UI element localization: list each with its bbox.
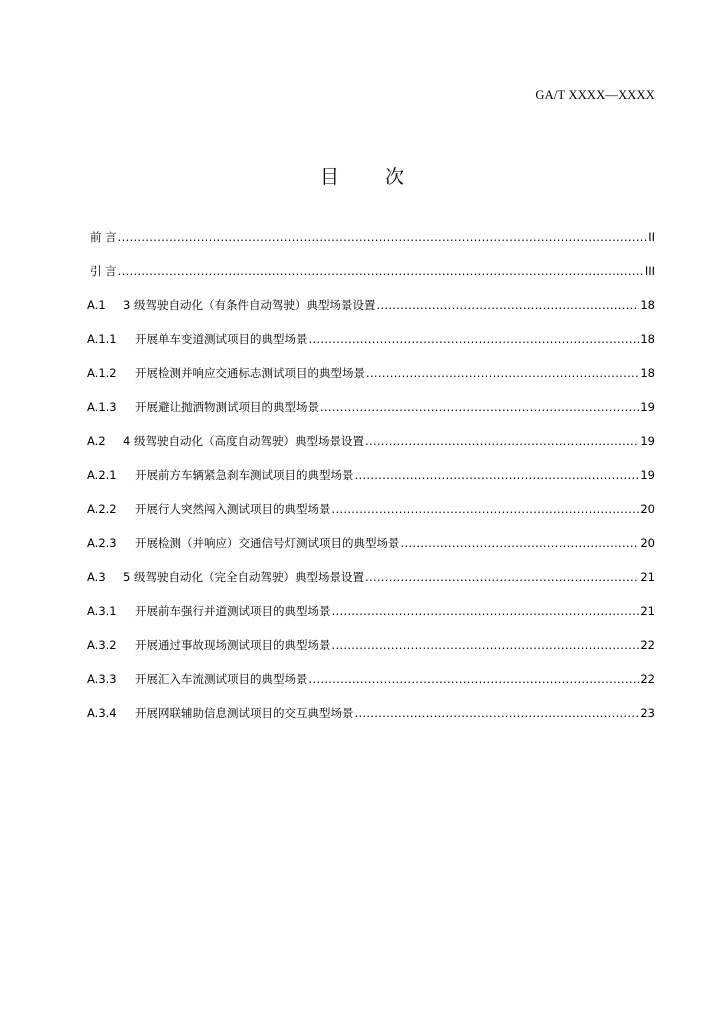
toc-entry-number: A.3 [87,570,106,584]
table-of-contents [87,227,655,737]
toc-entry-number: A.2.2 [87,502,117,516]
toc-entry-number: A.1.2 [87,366,117,380]
toc-entry-title: 开展汇入车流测试项目的典型场景 [135,672,308,686]
toc-title: 目 次 [319,166,425,188]
toc-entry[interactable] [87,261,655,295]
toc-entry[interactable] [87,533,655,567]
toc-entry[interactable] [87,397,655,431]
toc-entry-page-number: 21 [640,604,655,618]
toc-entry-title: 开展通过事故现场测试项目的典型场景 [135,638,331,652]
toc-entry[interactable] [87,465,655,499]
toc-entry[interactable] [87,669,655,703]
toc-dot-leader [309,669,640,689]
toc-entry[interactable] [87,329,655,363]
toc-entry[interactable] [87,703,655,737]
toc-entry[interactable] [87,499,655,533]
toc-entry-page-number: 18 [640,366,655,380]
toc-dot-leader [118,227,648,247]
toc-entry-page-number: 20 [640,502,655,516]
toc-entry-page-number: 22 [640,638,655,652]
toc-entry-page-number: III [644,264,655,278]
toc-entry-number: A.1 [87,298,106,312]
toc-entry[interactable] [87,601,655,635]
toc-entry-number: A.2.3 [87,536,117,550]
toc-entry-title: 4 级驾驶自动化（高度自动驾驶）典型场景设置 [123,434,364,448]
toc-entry-number: A.3.4 [87,706,117,720]
toc-dot-leader [355,703,640,723]
toc-entry-number: A.3.1 [87,604,117,618]
toc-entry[interactable] [87,567,655,601]
toc-entry-page-number: 18 [640,332,655,346]
toc-dot-leader [332,601,640,621]
toc-dot-leader [309,329,640,349]
toc-entry-title: 开展前车强行并道测试项目的典型场景 [135,604,331,618]
toc-entry-number: A.1.1 [87,332,117,346]
document-code-header: GA/T XXXX—XXXX [535,88,655,102]
toc-entry-title: 开展单车变道测试项目的典型场景 [135,332,308,346]
toc-dot-leader [118,261,644,281]
toc-entry-page-number: 19 [640,434,655,448]
toc-entry-page-number: 20 [640,536,655,550]
toc-entry-number: A.1.3 [87,400,117,414]
toc-entry-page-number: 22 [640,672,655,686]
toc-dot-leader [332,635,640,655]
toc-dot-leader [320,397,639,417]
toc-dot-leader [355,465,640,485]
toc-dot-leader [401,533,640,553]
toc-entry-title: 开展网联辅助信息测试项目的交互典型场景 [135,706,354,720]
toc-entry-page-number: 21 [640,570,655,584]
toc-entry-number: A.2 [87,434,106,448]
toc-entry-page-number: 23 [640,706,655,720]
toc-dot-leader [365,431,639,451]
toc-entry-title: 开展行人突然闯入测试项目的典型场景 [135,502,331,516]
toc-entry-title: 3 级驾驶自动化（有条件自动驾驶）典型场景设置 [123,298,376,312]
toc-entry-number: A.3.2 [87,638,117,652]
toc-entry-page-number: 18 [640,298,655,312]
toc-entry-title: 开展检测（并响应）交通信号灯测试项目的典型场景 [135,536,400,550]
toc-entry[interactable] [87,635,655,669]
toc-dot-leader [376,295,639,315]
toc-dot-leader [365,567,639,587]
toc-entry-title: 开展检测并响应交通标志测试项目的典型场景 [135,366,365,380]
toc-entry-title: 前 言 [90,230,117,244]
toc-entry-title: 引 言 [90,264,117,278]
toc-entry-number: A.3.3 [87,672,117,686]
toc-entry-page-number: II [648,230,655,244]
toc-entry-page-number: 19 [640,400,655,414]
toc-entry-number: A.2.1 [87,468,117,482]
toc-entry-title: 开展避让抛洒物测试项目的典型场景 [135,400,319,414]
toc-entry-title: 5 级驾驶自动化（完全自动驾驶）典型场景设置 [123,570,364,584]
toc-entry-page-number: 19 [640,468,655,482]
toc-entry[interactable] [87,363,655,397]
toc-entry[interactable] [87,295,655,329]
toc-entry-title: 开展前方车辆紧急刹车测试项目的典型场景 [135,468,354,482]
toc-entry[interactable] [87,431,655,465]
toc-dot-leader [366,363,639,383]
toc-entry[interactable] [87,227,655,261]
toc-dot-leader [332,499,640,519]
